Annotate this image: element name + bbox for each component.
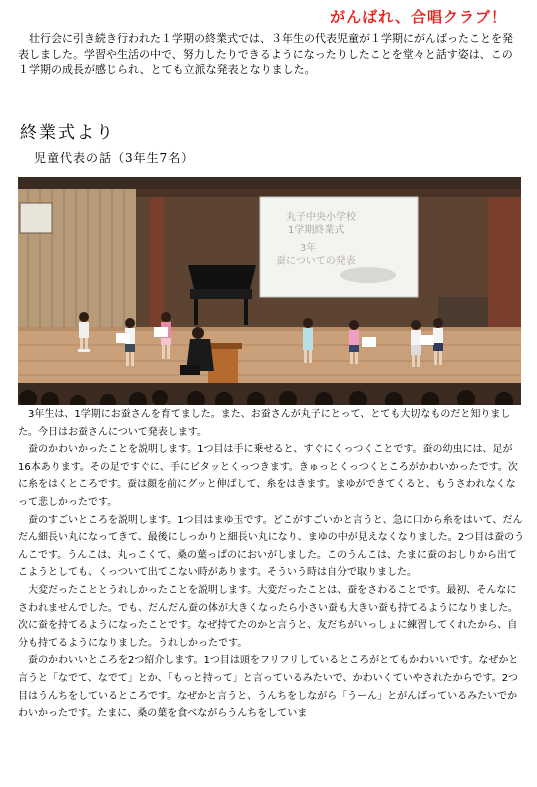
screen-text-line-1: 丸子中央小学校	[286, 212, 356, 223]
section-subtitle: 児童代表の話（3年生7名）	[34, 151, 195, 165]
speech-paragraph: 蚕のかわいいところを2つ紹介します。1つ目は頭をフリフリしているところがとてもかわいいです。なぜかと言うと「なでて、なでて」とか、「もっと持って」と言っているみたいで、かわいくていやされたからです。2つ目はうんちをしているところです。なぜかと言うと、うんちをしながら「うーん」とがんばっているみたいでかわいかったです。たまに、桑の葉を食べながらうんちをしていま	[18, 655, 519, 720]
choir-club-banner: がんばれ、合唱クラブ！	[330, 8, 507, 26]
speech-paragraph: 蚕のかわいかったことを説明します。1つ目は手に乗せると、すぐにくっつくことです。蚕の幼虫には、足が16本あります。その足ですぐに、手にピタッとくっつきます。きゅっとくっつくところがかわいかったです。次に糸をはくところです。蚕は顔を前にグッと伸ばして、糸をはきます。まゆができてくると、もうさわれなくなって悲しかったです。	[18, 444, 518, 508]
speech-paragraph: 3年生は、1学期にお蚕さんを育てました。また、お蚕さんが丸子にとって、とても大切なものだと知りました。今日はお蚕さんについて発表します。	[18, 409, 511, 438]
speech-paragraph: 蚕のすごいところを説明します。1つ目はまゆ玉です。どこがすごいかと言うと、急に口から糸をはいて、だんだん細長い丸になってきて、最後にしっかりと細長い丸になり、まゆの中が見えなくなりました。2つ目は蚕のうんこです。うんこは、丸っこくて、桑の葉っぱのにおいがしました。このうんこは、たまに蚕のおしりから出てこようとしても、くっついて出てこない時があります。そういう時は自分で取りました。	[18, 514, 525, 579]
screen-text-line-3: 3年	[300, 243, 317, 254]
screen-text-line-2: 1学期終業式	[288, 225, 345, 236]
intro-paragraph: 壮行会に引き続き行われた１学期の終業式では、３年生の代表児童が１学期にがんばったことを発表しました。学習や生活の中で、努力したりできるようになったりしたことを堂々と話す姿は、この１学期の成長が感じられ、とても立派な発表となりました。	[18, 32, 513, 76]
screen-text-line-4: 蚕についての発表	[276, 256, 356, 267]
speech-text	[18, 406, 525, 723]
section-title: 終業式より	[20, 123, 115, 143]
speech-paragraph: 大変だったこととうれしかったことを説明します。大変だったことは、蚕をさわることです。最初、そんなにさわれませんでした。でも、だんだん蚕の体が大きくなったら小さい蚕も大きい蚕も持てるようになりました。次に蚕を持てるようになったことです。なぜ持てたのかと言うと、友だちがいっしょに練習してくれたから、自分も持てるようになりました。うれしかったです。	[18, 584, 518, 649]
ceremony-photo	[18, 177, 521, 405]
